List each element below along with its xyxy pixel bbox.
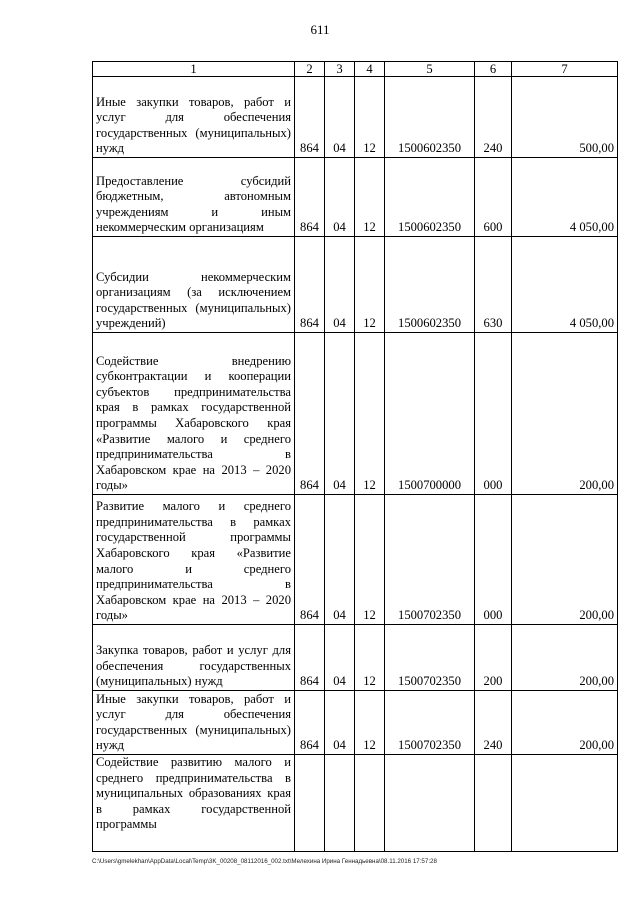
table-row [93, 237, 618, 333]
cell-ministry: 864 [295, 333, 325, 495]
table-row [93, 77, 618, 158]
cell-target-article: 1500602350 [385, 77, 475, 158]
cell-amount: 4 050,00 [512, 158, 618, 237]
row-name: Содействие развитию малого и среднего предпринимательства в муниципальных образованиях края в рамках государственной программы [93, 755, 295, 852]
row-name: Иные закупки товаров, работ и услуг для обеспечения государственных (муниципальных) нужд [93, 77, 295, 158]
cell-ministry: 864 [295, 691, 325, 755]
cell-amount: 200,00 [512, 625, 618, 691]
cell-expense-type: 240 [475, 691, 512, 755]
table-row [93, 158, 618, 237]
file-path-footer: C:\Users\gmelekhan\AppData\Local\Temp\3K_00208_08112016_002.txt\Мелехина Ирина Геннадьевна\08.11.2016 17:57:28 [92, 858, 437, 865]
column-header: 7 [512, 62, 618, 77]
cell-ministry: 864 [295, 77, 325, 158]
cell-ministry: 864 [295, 237, 325, 333]
cell-target-article: 1500602350 [385, 237, 475, 333]
cell-section [325, 755, 355, 852]
row-name: Закупка товаров, работ и услуг для обеспечения государственных (муниципальных) нужд [93, 625, 295, 691]
cell-target-article: 1500702350 [385, 625, 475, 691]
column-header: 3 [325, 62, 355, 77]
row-name: Субсидии некоммерческим организациям (за исключением государственных (муниципальных) учреждений) [93, 237, 295, 333]
table-row [93, 691, 618, 755]
cell-subsection: 12 [355, 625, 385, 691]
cell-section: 04 [325, 77, 355, 158]
cell-target-article: 1500702350 [385, 495, 475, 625]
cell-expense-type: 240 [475, 77, 512, 158]
cell-ministry: 864 [295, 158, 325, 237]
column-header: 4 [355, 62, 385, 77]
cell-subsection: 12 [355, 691, 385, 755]
cell-expense-type: 000 [475, 495, 512, 625]
cell-section: 04 [325, 237, 355, 333]
table-header-row [93, 62, 618, 77]
cell-subsection: 12 [355, 158, 385, 237]
cell-subsection: 12 [355, 77, 385, 158]
column-header: 1 [93, 62, 295, 77]
cell-subsection [355, 755, 385, 852]
table-row [93, 625, 618, 691]
cell-ministry: 864 [295, 625, 325, 691]
cell-section: 04 [325, 691, 355, 755]
table-row [93, 755, 618, 852]
cell-section: 04 [325, 158, 355, 237]
cell-section: 04 [325, 625, 355, 691]
cell-section: 04 [325, 333, 355, 495]
row-name: Развитие малого и среднего предпринимательства в рамках государственной программы Хабаровского края «Развитие малого и среднего предпринимательства в Хабаровском крае на 2013 – 2020 годы» [93, 495, 295, 625]
page-number: 611 [310, 22, 330, 37]
cell-expense-type: 630 [475, 237, 512, 333]
cell-expense-type: 000 [475, 333, 512, 495]
cell-target-article: 1500602350 [385, 158, 475, 237]
cell-expense-type [475, 755, 512, 852]
cell-amount: 200,00 [512, 333, 618, 495]
table-row [93, 495, 618, 625]
cell-target-article [385, 755, 475, 852]
cell-subsection: 12 [355, 495, 385, 625]
cell-amount: 4 050,00 [512, 237, 618, 333]
row-name: Иные закупки товаров, работ и услуг для обеспечения государственных (муниципальных) нужд [93, 691, 295, 755]
cell-section: 04 [325, 495, 355, 625]
cell-expense-type: 200 [475, 625, 512, 691]
row-name: Предоставление субсидий бюджетным, автономным учреждениям и иным некоммерческим организациям [93, 158, 295, 237]
cell-amount: 200,00 [512, 691, 618, 755]
cell-amount: 200,00 [512, 495, 618, 625]
column-header: 5 [385, 62, 475, 77]
cell-subsection: 12 [355, 237, 385, 333]
cell-ministry: 864 [295, 495, 325, 625]
cell-subsection: 12 [355, 333, 385, 495]
cell-amount [512, 755, 618, 852]
row-name: Содействие внедрению субконтрактации и кооперации субъектов предпринимательства края в рамках государственной программы Хабаровского края «Развитие малого и среднего предпринимательства в Хабаровском крае на 2013 – 2020 годы» [93, 333, 295, 495]
cell-target-article: 1500700000 [385, 333, 475, 495]
table-row [93, 333, 618, 495]
cell-amount: 500,00 [512, 77, 618, 158]
cell-target-article: 1500702350 [385, 691, 475, 755]
budget-table [92, 61, 618, 852]
cell-ministry [295, 755, 325, 852]
cell-expense-type: 600 [475, 158, 512, 237]
column-header: 6 [475, 62, 512, 77]
column-header: 2 [295, 62, 325, 77]
